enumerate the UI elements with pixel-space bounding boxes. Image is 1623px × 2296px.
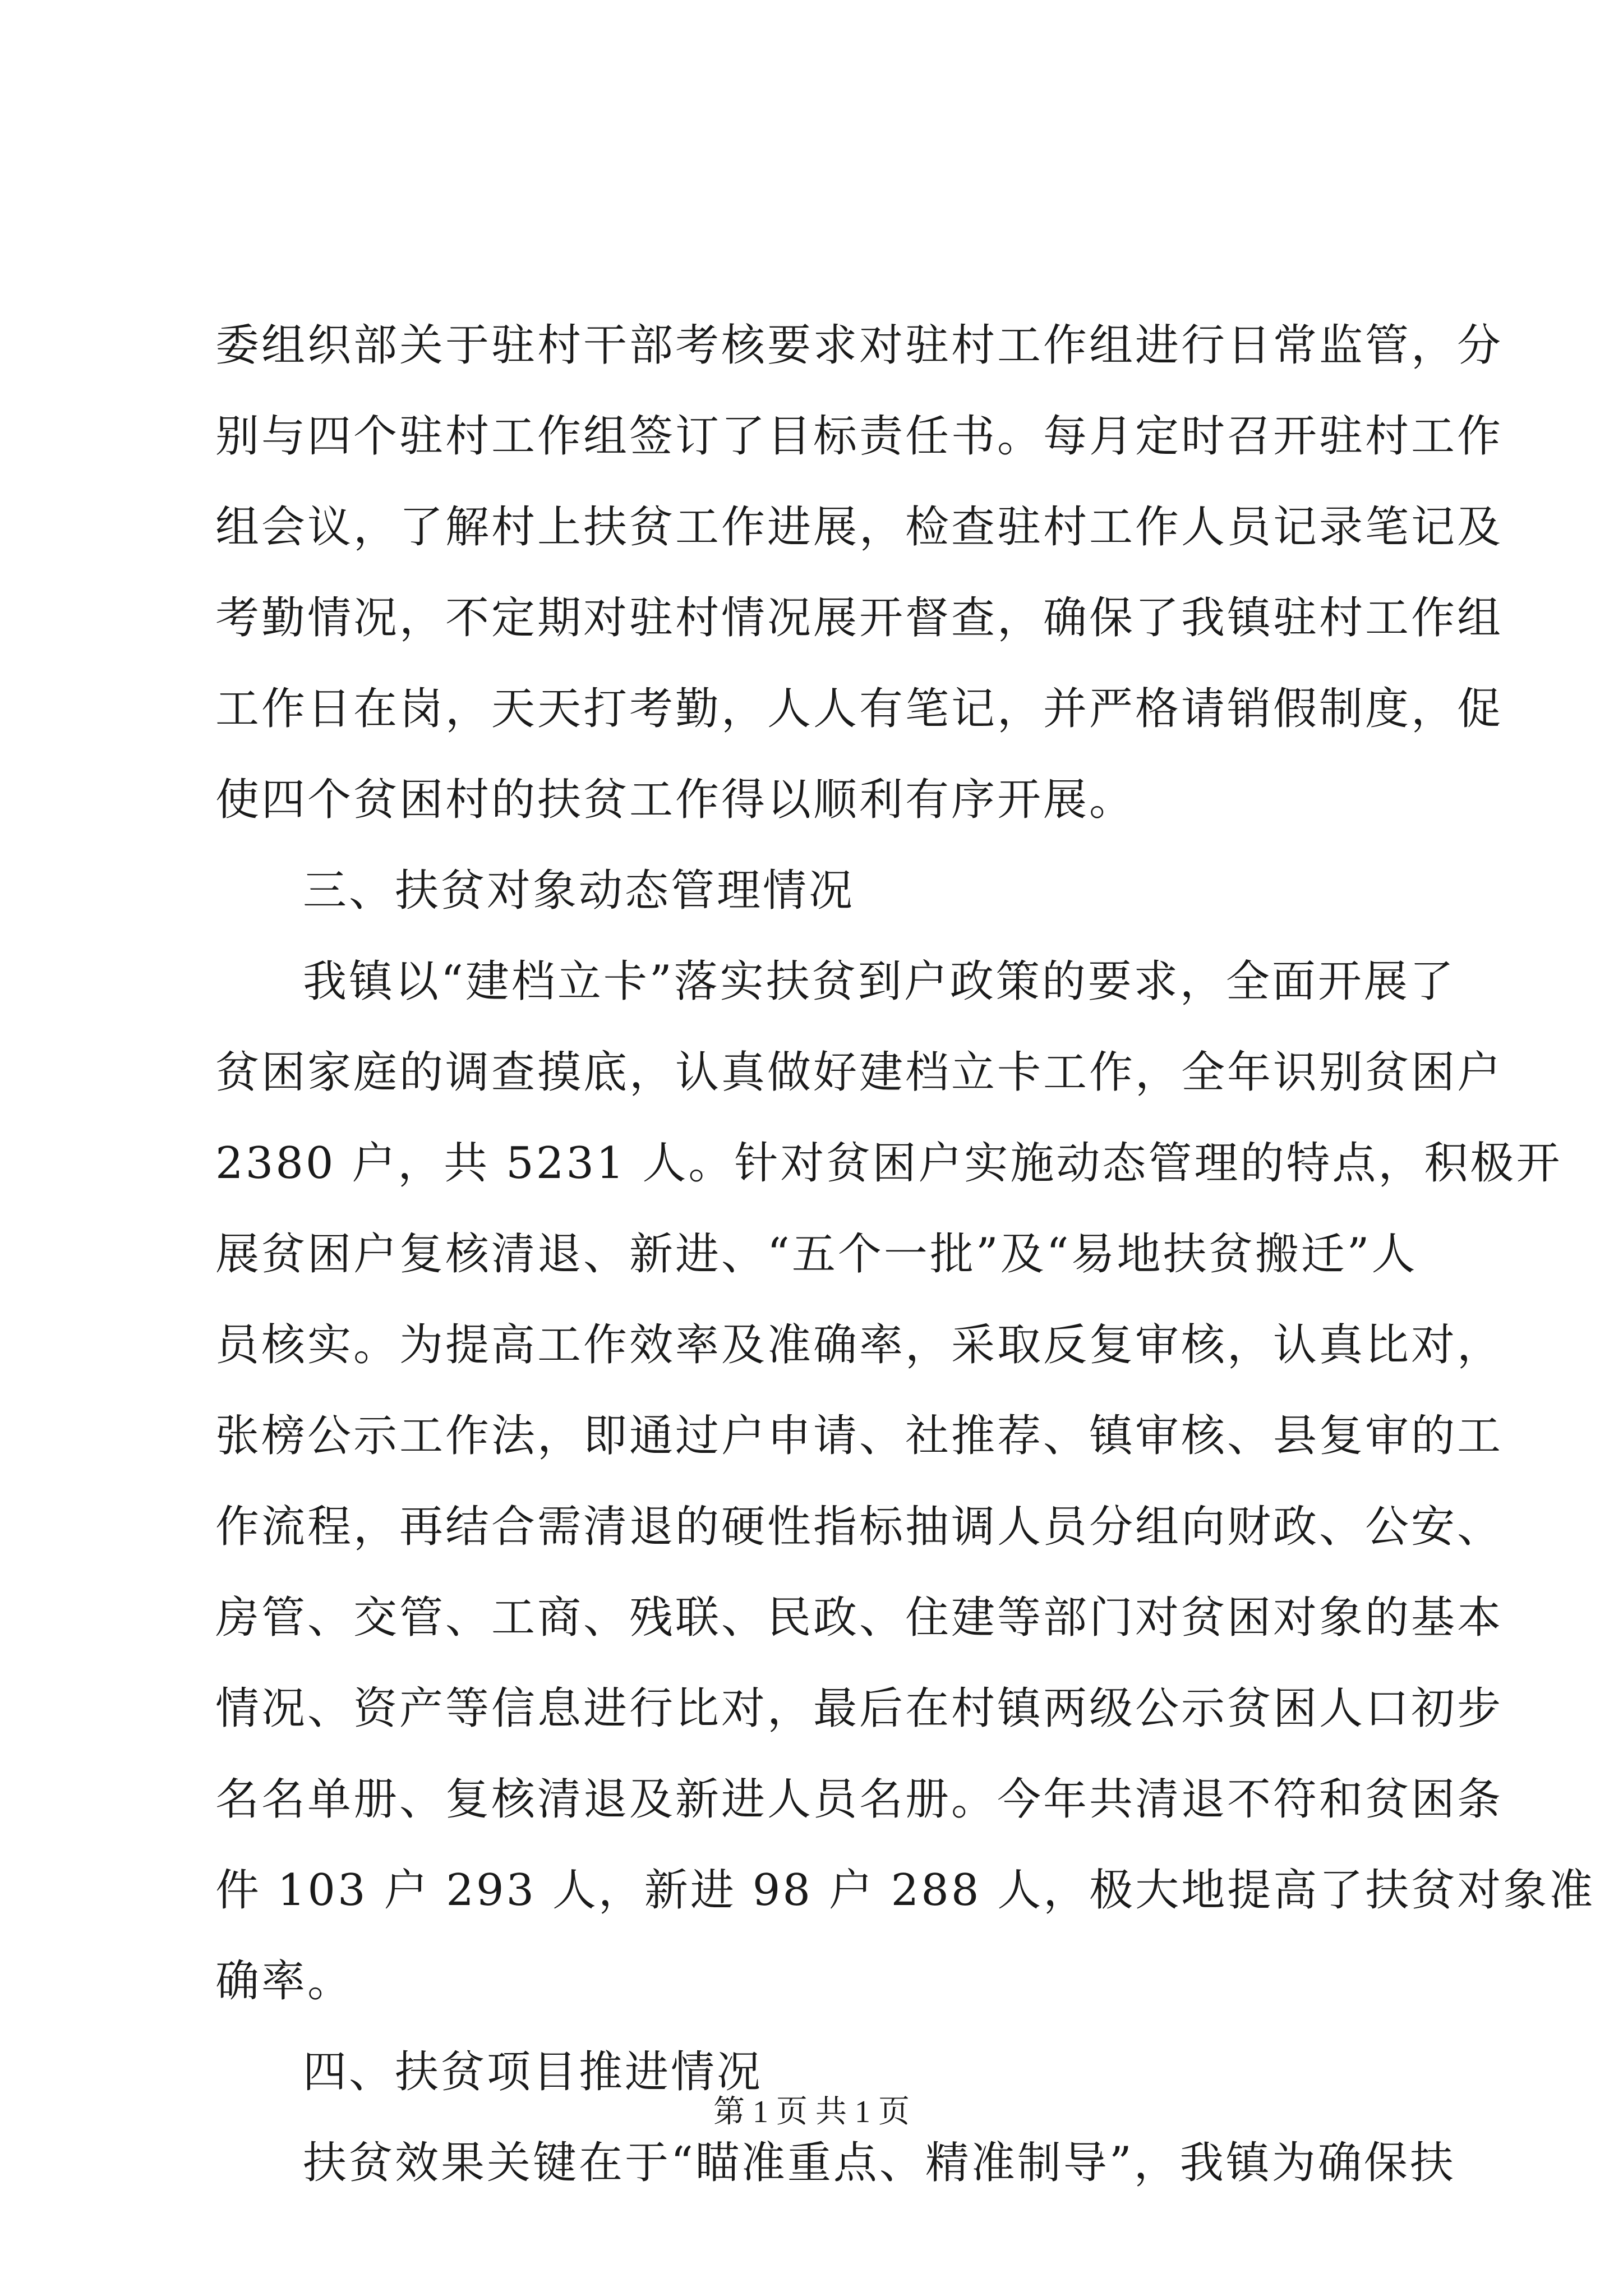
body-line: 名名单册、复核清退及新进人员名册。今年共清退不符和贫困条	[215, 1774, 1504, 1825]
section-heading: 三、扶贫对象动态管理情况	[303, 866, 855, 916]
page-footer: 第 1 页 共 1 页	[713, 2095, 910, 2129]
body-line: 展贫困户复核清退、新进、“五个一批”及“易地扶贫搬迁”人	[215, 1229, 1418, 1280]
paragraph-first-line: 我镇以“建档立卡”落实扶贫到户政策的要求，全面开展了	[303, 956, 1456, 1007]
body-line: 别与四个驻村工作组签订了目标责任书。每月定时召开驻村工作	[215, 411, 1504, 462]
body-line: 确率。	[215, 1956, 354, 2007]
body-line: 情况、资产等信息进行比对，最后在村镇两级公示贫困人口初步	[215, 1683, 1504, 1734]
body-line: 使四个贫困村的扶贫工作得以顺利有序开展。	[215, 775, 1136, 825]
section-heading: 四、扶贫项目推进情况	[303, 2047, 763, 2097]
body-line: 考勤情况，不定期对驻村情况展开督查，确保了我镇驻村工作组	[215, 593, 1504, 643]
paragraph-first-line: 扶贫效果关键在于“瞄准重点、精准制导”，我镇为确保扶	[303, 2138, 1456, 2188]
body-line: 委组织部关于驻村干部考核要求对驻村工作组进行日常监管，分	[215, 320, 1504, 371]
document-body	[215, 300, 1596, 2208]
body-line: 房管、交管、工商、残联、民政、住建等部门对贫困对象的基本	[215, 1593, 1504, 1643]
body-line: 员核实。为提高工作效率及准确率，采取反复审核，认真比对，	[215, 1320, 1504, 1370]
body-line: 贫困家庭的调查摸底，认真做好建档立卡工作，全年识别贫困户	[215, 1047, 1504, 1098]
body-line: 件 103 户 293 人，新进 98 户 288 人，极大地提高了扶贫对象准	[215, 1865, 1596, 1916]
body-line: 2380 户，共 5231 人。针对贫困户实施动态管理的特点，积极开	[215, 1138, 1562, 1189]
body-line: 工作日在岗，天天打考勤，人人有笔记，并严格请销假制度，促	[215, 684, 1504, 734]
body-line: 作流程，再结合需清退的硬性指标抽调人员分组向财政、公安、	[215, 1502, 1504, 1552]
body-line: 张榜公示工作法，即通过户申请、社推荐、镇审核、县复审的工	[215, 1411, 1504, 1461]
body-line: 组会议，了解村上扶贫工作进展，检查驻村工作人员记录笔记及	[215, 502, 1504, 553]
